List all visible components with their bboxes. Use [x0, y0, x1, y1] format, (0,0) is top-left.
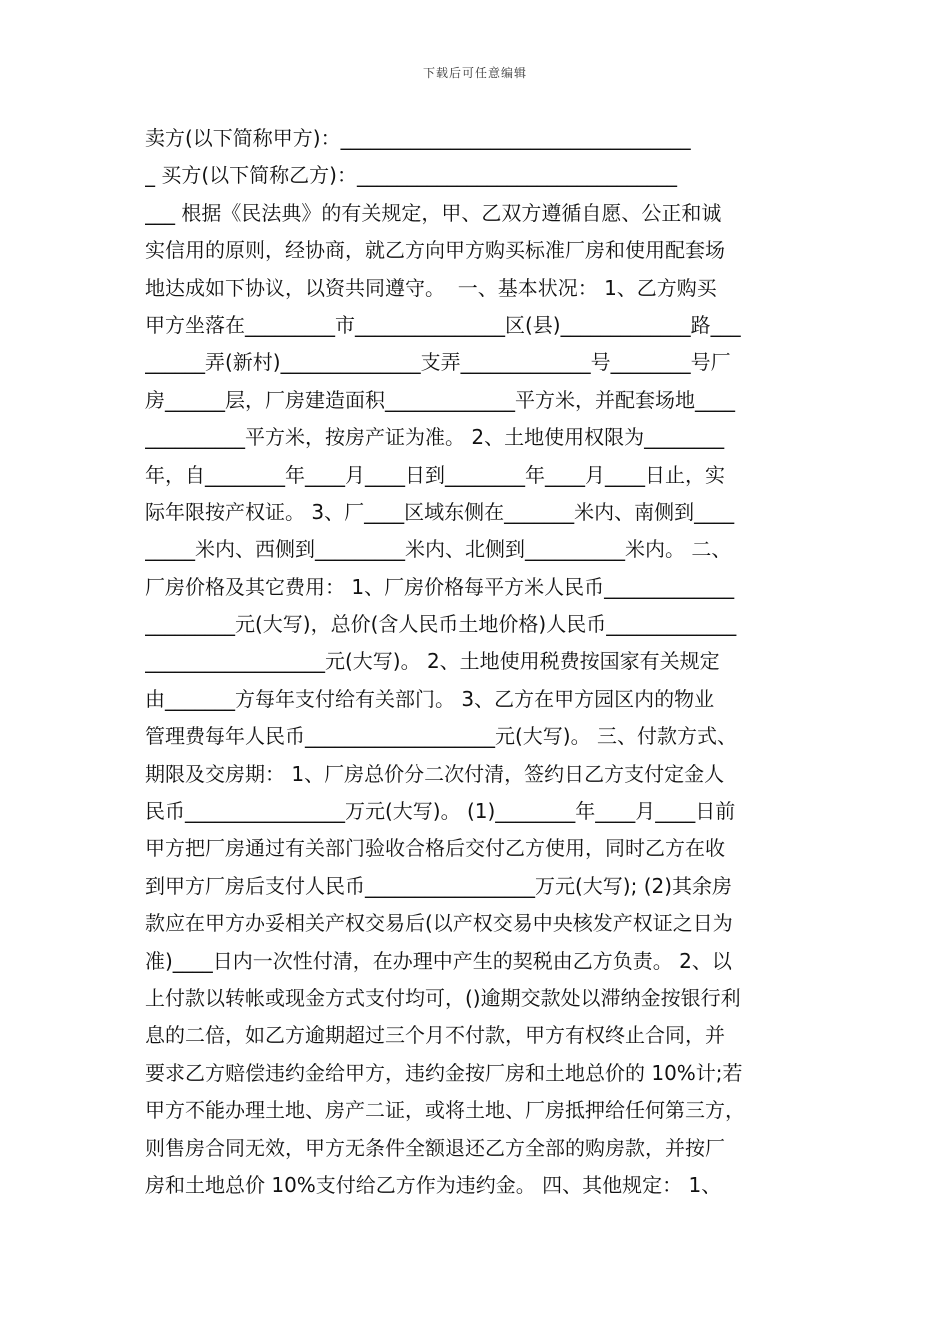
body-line: _____米内、西侧到_________米内、北侧到__________米内。 二、 [145, 537, 732, 562]
body-line: 地达成如下协议，以资共同遵守。 一、基本状况： 1、乙方购买 [145, 275, 717, 300]
body-line: 到甲方厂房后支付人民币_________________万元(大写); (2)其余房 [145, 873, 733, 898]
body-line: 民币________________万元(大写)。 (1)________年____月____日前 [145, 799, 736, 824]
body-line: 际年限按产权证。 3、厂____区域东侧在_______米内、南侧到____ [145, 499, 735, 524]
body-line: 甲方不能办理土地、房产二证，或将土地、厂房抵押给任何第三方， [145, 1098, 745, 1123]
body-line: 卖方(以下简称甲方)：___________________________________ [145, 126, 691, 150]
body-line: ___ 根据《民法典》的有关规定，甲、乙双方遵循自愿、公正和诚 [145, 200, 722, 225]
body-line: 房______层，厂房建造面积_____________平方米，并配套场地____ [145, 387, 735, 412]
body-line: _________元(大写)，总价(含人民币土地价格)人民币_____________ [145, 612, 737, 637]
body-line: ______弄(新村)______________支弄_____________号________号厂 [145, 350, 731, 375]
body-line: 息的二倍，如乙方逾期超过三个月不付款，甲方有权终止合同，并 [145, 1023, 725, 1048]
body-line: 甲方把厂房通过有关部门验收合格后交付乙方使用，同时乙方在收 [145, 836, 725, 861]
body-line: 实信用的原则，经协商，就乙方向甲方购买标准厂房和使用配套场 [145, 238, 725, 263]
page-header: 下载后可任意编辑 [422, 66, 527, 80]
contract-body [145, 120, 810, 1204]
body-line: 厂房价格及其它费用： 1、厂房价格每平方米人民币_____________ [145, 574, 735, 599]
body-line: 年，自________年____月____日到________年____月____日止，实 [145, 462, 725, 487]
body-line: 上付款以转帐或现金方式支付均可，()逾期交款处以滞纳金按银行利 [145, 985, 741, 1010]
body-line: _ 买方(以下简称乙方)：________________________________ [145, 163, 677, 188]
body-line: 甲方坐落在_________市_______________区(县)_____________路___ [145, 312, 741, 337]
body-line: __________平方米，按房产证为准。 2、土地使用权限为________ [145, 425, 725, 450]
body-line: 准)____日内一次性付清，在办理中产生的契税由乙方负责。 2、以 [145, 948, 732, 973]
body-line: 期限及交房期： 1、厂房总价分二次付清，签约日乙方支付定金人 [145, 761, 725, 786]
body-line: 房和土地总价 10%支付给乙方作为违约金。 四、其他规定： 1、 [145, 1172, 722, 1197]
body-line: 管理费每年人民币___________________元(大写)。 三、付款方式、 [145, 724, 737, 749]
body-line: 款应在甲方办妥相关产权交易后(以产权交易中央核发产权证之日为 [145, 911, 733, 936]
body-line: 要求乙方赔偿违约金给甲方，违约金按厂房和土地总价的 10%计;若 [145, 1060, 743, 1085]
body-line: 则售房合同无效，甲方无条件全额退还乙方全部的购房款，并按厂 [145, 1135, 725, 1160]
body-line: 由_______方每年支付给有关部门。 3、乙方在甲方园区内的物业 [145, 686, 715, 711]
body-line: __________________元(大写)。 2、土地使用税费按国家有关规定 [145, 649, 720, 674]
